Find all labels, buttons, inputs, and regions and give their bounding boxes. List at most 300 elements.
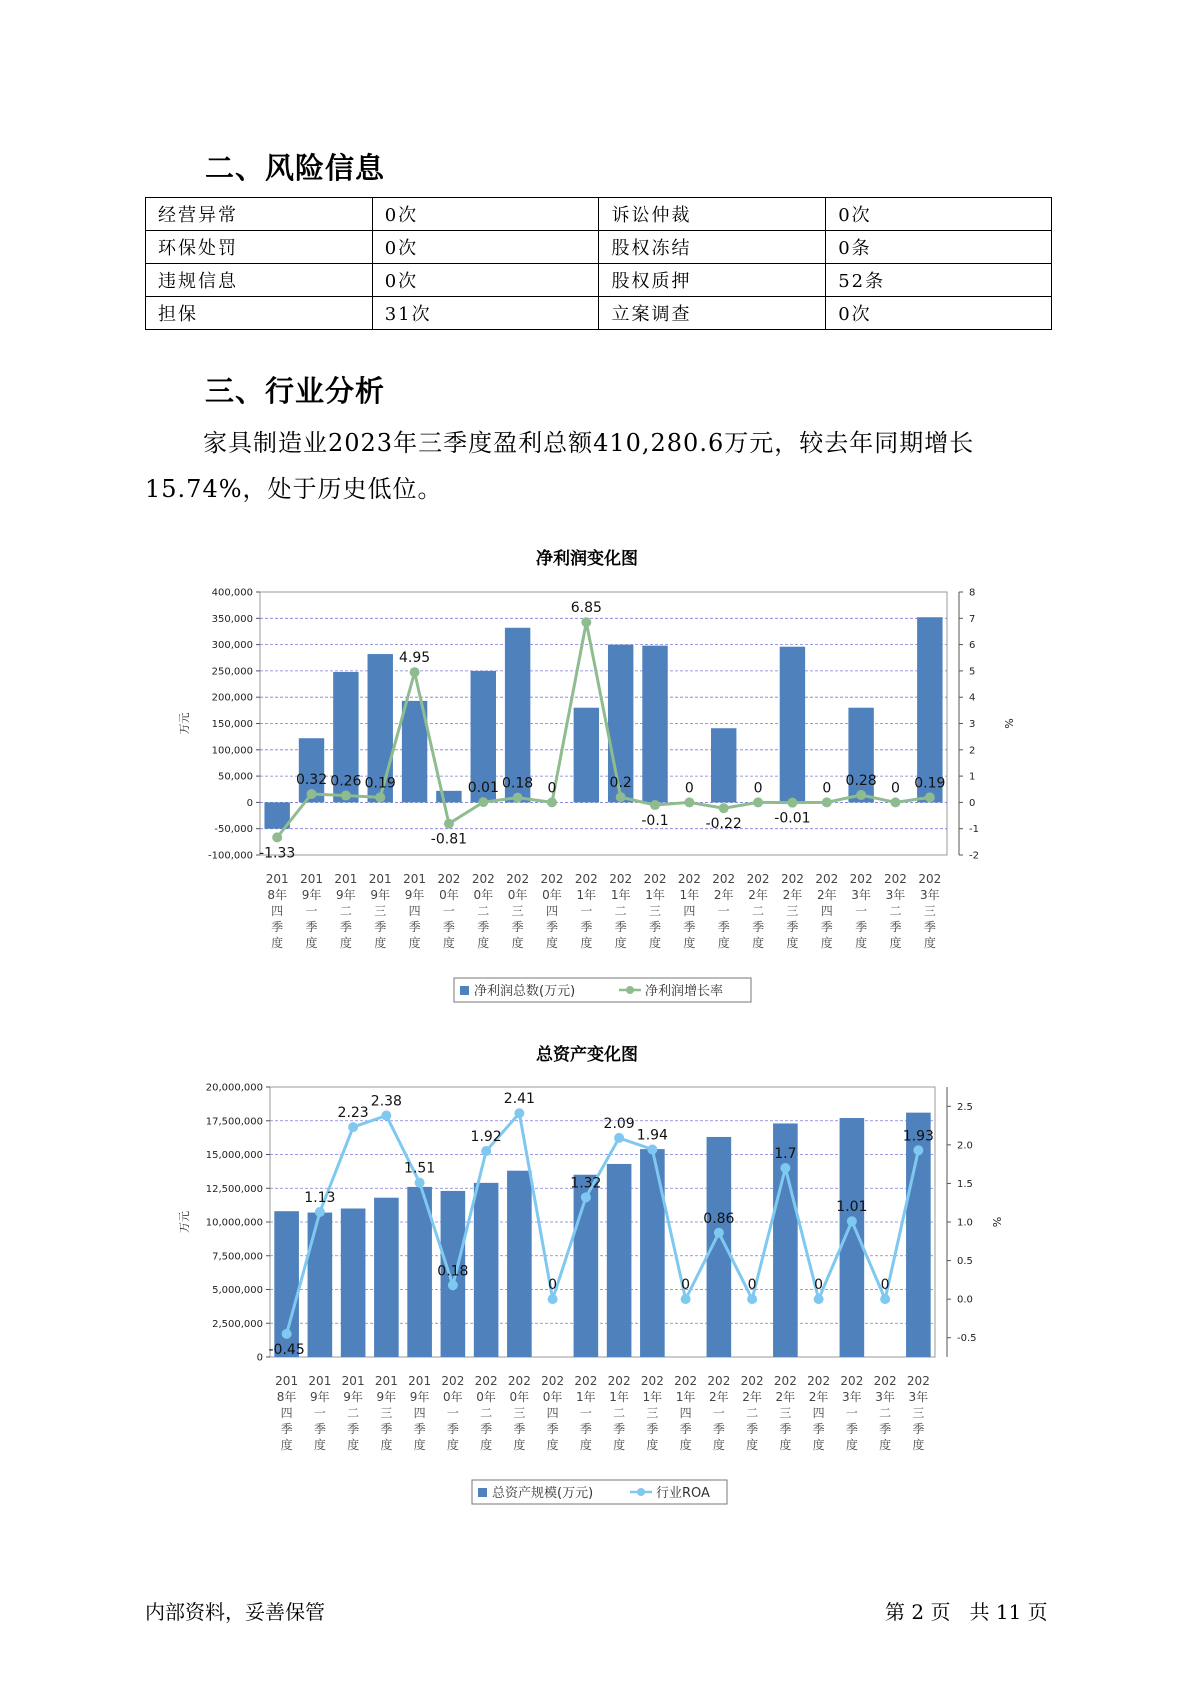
x-tick-label: 3年 xyxy=(920,888,940,902)
risk-value-cell: 52条 xyxy=(826,264,1052,297)
x-tick-label: 202 xyxy=(906,1374,930,1388)
section-heading-industry: 三、行业分析 xyxy=(205,374,386,408)
x-tick-label: 度 xyxy=(580,936,593,950)
x-tick-label: 202 xyxy=(707,1374,731,1388)
x-tick-label: 度 xyxy=(752,936,765,950)
x-tick-label: 2年 xyxy=(816,888,837,902)
x-tick-label: 3年 xyxy=(908,1390,929,1404)
x-tick-label: 0年 xyxy=(509,1390,530,1404)
x-tick-label: 季 xyxy=(779,1422,792,1436)
risk-info-table xyxy=(145,197,1052,330)
x-tick-label: 度 xyxy=(855,936,868,950)
data-label: 0 xyxy=(548,1277,558,1294)
y2-axis-title: % xyxy=(990,1216,1003,1228)
y-tick-label: 200,000 xyxy=(211,692,253,704)
line-point xyxy=(547,797,557,807)
data-label: 2.09 xyxy=(603,1115,635,1132)
risk-label-cell: 股权质押 xyxy=(599,264,826,297)
risk-value-cell: 0次 xyxy=(372,264,599,297)
x-tick-label: 8年 xyxy=(267,888,287,902)
data-label: 1.7 xyxy=(774,1146,797,1162)
x-tick-label: 度 xyxy=(305,936,318,950)
x-tick-label: 9年 xyxy=(376,1390,397,1404)
x-tick-label: 202 xyxy=(677,872,701,886)
x-tick-label: 度 xyxy=(380,1438,393,1452)
x-tick-label: 202 xyxy=(640,1374,664,1388)
line-point xyxy=(548,1294,558,1304)
x-tick-label: 0年 xyxy=(439,888,459,902)
x-tick-label: 一 xyxy=(305,904,318,918)
x-tick-label: 0年 xyxy=(542,888,562,902)
data-label: 6.85 xyxy=(570,600,602,617)
y-tick-label: 12,500,000 xyxy=(205,1183,263,1195)
x-tick-label: 度 xyxy=(649,936,662,950)
x-tick-label: 四 xyxy=(679,1406,692,1420)
x-tick-label: 季 xyxy=(545,920,558,934)
x-tick-label: 度 xyxy=(446,1438,459,1452)
x-tick-label: 度 xyxy=(546,1438,559,1452)
x-tick-label: 0年 xyxy=(476,1390,496,1404)
y2-tick-label: 0 xyxy=(969,797,976,809)
x-tick-label: 季 xyxy=(845,1422,858,1436)
x-tick-label: 季 xyxy=(717,920,730,934)
data-label: 0.2 xyxy=(609,775,632,792)
x-tick-label: 度 xyxy=(480,1438,493,1452)
data-label: 0 xyxy=(684,780,694,797)
y-tick-label: 2,500,000 xyxy=(212,1318,263,1330)
x-tick-label: 度 xyxy=(579,1438,592,1452)
risk-label-cell: 担保 xyxy=(146,297,373,330)
line-point xyxy=(856,790,866,800)
risk-table-row xyxy=(146,297,1052,330)
x-tick-label: 201 xyxy=(374,1374,398,1388)
x-tick-label: 二 xyxy=(477,904,490,918)
x-tick-label: 202 xyxy=(674,1374,698,1388)
data-label: 0.01 xyxy=(467,780,499,797)
x-tick-label: 季 xyxy=(347,1422,360,1436)
x-tick-label: 3年 xyxy=(851,888,871,902)
x-tick-label: 度 xyxy=(779,1438,792,1452)
x-tick-label: 0年 xyxy=(507,888,528,902)
line-point xyxy=(822,797,832,807)
y2-tick-label: 5 xyxy=(969,666,976,678)
x-tick-label: 202 xyxy=(471,872,495,886)
bar xyxy=(308,1213,333,1357)
x-tick-label: 三 xyxy=(513,1406,526,1420)
y-tick-label: 250,000 xyxy=(211,666,253,678)
risk-label-cell: 诉讼仲裁 xyxy=(599,198,826,231)
data-label: 0.86 xyxy=(703,1210,735,1227)
data-label: 2.41 xyxy=(503,1091,535,1108)
y-tick-label: 15,000,000 xyxy=(205,1150,263,1161)
x-tick-label: 8年 xyxy=(276,1390,297,1404)
y2-tick-label: 2.5 xyxy=(957,1101,973,1113)
data-label: 1.51 xyxy=(404,1160,436,1177)
x-tick-label: 二 xyxy=(613,1406,626,1420)
line-point xyxy=(272,832,282,842)
x-tick-label: 度 xyxy=(879,1438,892,1452)
line-point xyxy=(514,1108,524,1118)
x-tick-label: 季 xyxy=(579,1422,592,1436)
data-label: 0.19 xyxy=(914,775,946,792)
x-tick-label: 202 xyxy=(506,872,530,886)
x-tick-label: 三 xyxy=(912,1406,925,1420)
bar xyxy=(436,791,461,803)
x-tick-label: 季 xyxy=(408,920,421,934)
x-tick-label: 一 xyxy=(580,904,593,918)
x-tick-label: 四 xyxy=(413,1406,426,1420)
y-tick-label: 7,500,000 xyxy=(212,1251,263,1263)
chart-title-total-assets: 总资产变化图 xyxy=(536,1045,638,1065)
y-tick-label: 17,500,000 xyxy=(205,1116,263,1128)
x-tick-label: 季 xyxy=(580,920,593,934)
data-label: 1.94 xyxy=(636,1127,668,1144)
line-point xyxy=(925,792,935,802)
bar xyxy=(574,708,599,803)
x-tick-label: 3年 xyxy=(842,1390,862,1404)
x-tick-label: 四 xyxy=(408,904,421,918)
x-tick-label: 二 xyxy=(752,904,765,918)
y2-tick-label: 2 xyxy=(969,745,976,757)
x-tick-label: 202 xyxy=(574,872,598,886)
net-profit-chart xyxy=(160,575,1020,999)
data-label: 2.23 xyxy=(337,1105,369,1122)
line-point xyxy=(315,1207,325,1217)
x-tick-label: 201 xyxy=(368,872,392,886)
x-tick-label: 度 xyxy=(413,1438,426,1452)
industry-paragraph xyxy=(145,420,1050,512)
x-tick-label: 四 xyxy=(546,1406,559,1420)
data-label: 0.18 xyxy=(502,775,534,792)
x-tick-label: 季 xyxy=(446,1422,459,1436)
x-tick-label: 四 xyxy=(820,904,833,918)
x-tick-label: 度 xyxy=(889,936,902,950)
x-tick-label: 1年 xyxy=(645,888,665,902)
y-axis-title: 万元 xyxy=(178,1211,191,1233)
x-tick-label: 度 xyxy=(746,1438,759,1452)
line-point xyxy=(348,1122,358,1132)
x-tick-label: 三 xyxy=(380,1406,393,1420)
y-tick-label: -100,000 xyxy=(208,850,253,862)
line-point xyxy=(814,1294,824,1304)
x-tick-label: 202 xyxy=(574,1374,598,1388)
line-point xyxy=(880,1294,890,1304)
data-label: 0 xyxy=(891,780,900,797)
plot-area xyxy=(260,592,947,855)
x-tick-label: 1年 xyxy=(679,888,700,902)
x-tick-label: 202 xyxy=(807,1374,831,1388)
bar xyxy=(640,1149,665,1357)
bar xyxy=(711,728,736,802)
x-tick-label: 度 xyxy=(339,936,352,950)
x-tick-label: 季 xyxy=(380,1422,393,1436)
x-tick-label: 季 xyxy=(646,1422,659,1436)
x-tick-label: 2年 xyxy=(808,1390,829,1404)
line-point xyxy=(581,1192,591,1202)
x-tick-label: 季 xyxy=(879,1422,892,1436)
x-tick-label: 1年 xyxy=(609,1390,629,1404)
x-tick-label: 季 xyxy=(442,920,455,934)
data-label: 0.28 xyxy=(845,773,877,790)
x-tick-label: 三 xyxy=(646,1406,659,1420)
x-tick-label: 1年 xyxy=(576,888,597,902)
y2-tick-label: 6 xyxy=(969,640,976,652)
legend-bar-label: 总资产规模(万元) xyxy=(492,1486,594,1501)
risk-label-cell: 立案调查 xyxy=(599,297,826,330)
x-tick-label: 一 xyxy=(845,1406,858,1420)
x-tick-label: 季 xyxy=(374,920,387,934)
x-tick-label: 201 xyxy=(300,872,323,886)
x-tick-label: 201 xyxy=(403,872,427,886)
risk-table-row xyxy=(146,264,1052,297)
x-tick-label: 9年 xyxy=(409,1390,430,1404)
x-tick-label: 202 xyxy=(773,1374,797,1388)
x-tick-label: 季 xyxy=(712,1422,725,1436)
bar xyxy=(780,647,805,803)
x-tick-label: 季 xyxy=(746,1422,759,1436)
x-tick-label: 季 xyxy=(889,920,902,934)
x-tick-label: 一 xyxy=(313,1406,326,1420)
line-point xyxy=(747,1294,757,1304)
x-tick-label: 度 xyxy=(280,1438,293,1452)
legend-line-marker xyxy=(637,1488,645,1496)
footer-confidential: 内部资料，妥善保管 xyxy=(145,1600,325,1624)
x-tick-label: 三 xyxy=(649,904,662,918)
line-point xyxy=(714,1228,724,1238)
data-label: 0 xyxy=(753,780,763,797)
data-label: 0 xyxy=(880,1277,890,1294)
data-label: -0.81 xyxy=(430,831,468,848)
line-point xyxy=(410,667,420,677)
x-tick-label: 季 xyxy=(546,1422,559,1436)
data-label: 2.38 xyxy=(370,1093,402,1110)
x-tick-label: 9年 xyxy=(301,888,322,902)
data-label: 1.93 xyxy=(902,1128,934,1145)
x-tick-label: 9年 xyxy=(404,888,425,902)
x-tick-label: 度 xyxy=(545,936,558,950)
x-tick-label: 2年 xyxy=(775,1390,796,1404)
legend-line-marker xyxy=(626,986,634,994)
data-label: 0.18 xyxy=(437,1263,469,1280)
x-tick-label: 三 xyxy=(779,1406,792,1420)
x-tick-label: 季 xyxy=(339,920,352,934)
y2-tick-label: -2 xyxy=(969,850,979,862)
x-tick-label: 202 xyxy=(541,1374,565,1388)
y2-tick-label: -1 xyxy=(969,824,979,836)
x-tick-label: 度 xyxy=(717,936,730,950)
x-tick-label: 202 xyxy=(884,872,907,886)
y-tick-label: -50,000 xyxy=(214,824,253,836)
x-tick-label: 201 xyxy=(265,872,289,886)
y-tick-label: 350,000 xyxy=(211,613,253,625)
bar xyxy=(607,1164,632,1357)
x-tick-label: 度 xyxy=(679,1438,692,1452)
line-point xyxy=(341,791,351,801)
x-tick-label: 201 xyxy=(275,1374,299,1388)
x-tick-label: 度 xyxy=(408,936,421,950)
line-point xyxy=(616,792,626,802)
x-tick-label: 2年 xyxy=(742,1390,762,1404)
x-tick-label: 202 xyxy=(740,1374,764,1388)
x-tick-label: 季 xyxy=(752,920,765,934)
risk-value-cell: 0条 xyxy=(826,231,1052,264)
x-tick-label: 202 xyxy=(474,1374,498,1388)
y2-tick-label: 1.0 xyxy=(957,1217,973,1229)
x-tick-label: 2年 xyxy=(709,1390,729,1404)
x-tick-label: 季 xyxy=(477,920,490,934)
line-point xyxy=(780,1163,790,1173)
x-tick-label: 202 xyxy=(840,1374,864,1388)
bar xyxy=(474,1183,499,1357)
x-tick-label: 季 xyxy=(613,1422,626,1436)
paragraph-line-2: 15.74%，处于历史低位。 xyxy=(145,475,443,503)
data-label: 1.01 xyxy=(836,1199,868,1216)
y-tick-label: 10,000,000 xyxy=(205,1217,263,1229)
x-tick-label: 季 xyxy=(649,920,662,934)
x-tick-label: 四 xyxy=(545,904,558,918)
line-point xyxy=(381,1111,391,1121)
x-tick-label: 四 xyxy=(280,1406,293,1420)
y-tick-label: 20,000,000 xyxy=(205,1082,263,1094)
bar xyxy=(507,1171,532,1357)
risk-value-cell: 31次 xyxy=(372,297,599,330)
data-label: 1.13 xyxy=(304,1189,336,1206)
x-tick-label: 季 xyxy=(820,920,833,934)
x-tick-label: 202 xyxy=(918,872,942,886)
risk-label-cell: 经营异常 xyxy=(146,198,373,231)
x-tick-label: 二 xyxy=(879,1406,892,1420)
x-tick-label: 度 xyxy=(271,936,284,950)
y2-axis-title: % xyxy=(1002,718,1015,729)
line-point xyxy=(614,1133,624,1143)
x-tick-label: 季 xyxy=(413,1422,426,1436)
line-point xyxy=(513,793,523,803)
x-tick-label: 季 xyxy=(683,920,696,934)
x-tick-label: 202 xyxy=(643,872,667,886)
x-tick-label: 一 xyxy=(446,1406,459,1420)
x-tick-label: 度 xyxy=(845,1438,858,1452)
x-tick-label: 季 xyxy=(912,1422,925,1436)
x-tick-label: 度 xyxy=(511,936,524,950)
x-tick-label: 3年 xyxy=(885,888,906,902)
x-tick-label: 2年 xyxy=(713,888,734,902)
y2-tick-label: 1 xyxy=(969,771,976,783)
x-tick-label: 季 xyxy=(786,920,799,934)
x-tick-label: 二 xyxy=(889,904,902,918)
x-tick-label: 度 xyxy=(646,1438,659,1452)
risk-label-cell: 违规信息 xyxy=(146,264,373,297)
x-tick-label: 202 xyxy=(507,1374,531,1388)
x-tick-label: 201 xyxy=(308,1374,332,1388)
x-tick-label: 1年 xyxy=(576,1390,596,1404)
y-tick-label: 300,000 xyxy=(211,640,253,652)
line-point xyxy=(478,797,488,807)
line-point xyxy=(787,798,797,808)
x-tick-label: 0年 xyxy=(443,1390,463,1404)
y-tick-label: 5,000,000 xyxy=(212,1285,263,1296)
x-tick-label: 度 xyxy=(820,936,833,950)
x-tick-label: 9年 xyxy=(336,888,356,902)
line-point xyxy=(581,617,591,627)
x-tick-label: 201 xyxy=(408,1374,432,1388)
y-tick-label: 0 xyxy=(246,797,253,809)
x-tick-label: 202 xyxy=(849,872,873,886)
x-tick-label: 1年 xyxy=(610,888,631,902)
x-tick-label: 度 xyxy=(614,936,627,950)
x-tick-label: 1年 xyxy=(675,1390,696,1404)
x-tick-label: 度 xyxy=(812,1438,825,1452)
y2-tick-label: 3 xyxy=(969,719,976,730)
y-tick-label: 0 xyxy=(256,1352,263,1364)
x-tick-label: 度 xyxy=(477,936,490,950)
x-tick-label: 四 xyxy=(683,904,696,918)
line-point xyxy=(282,1329,292,1339)
risk-label-cell: 环保处罚 xyxy=(146,231,373,264)
x-tick-label: 季 xyxy=(513,1422,526,1436)
x-tick-label: 度 xyxy=(513,1438,526,1452)
x-tick-label: 0年 xyxy=(473,888,494,902)
risk-value-cell: 0次 xyxy=(826,297,1052,330)
data-label: -0.45 xyxy=(268,1341,305,1358)
x-tick-label: 度 xyxy=(712,1438,725,1452)
data-label: -1.33 xyxy=(259,845,296,862)
x-tick-label: 一 xyxy=(579,1406,592,1420)
x-tick-label: 一 xyxy=(717,904,730,918)
x-tick-label: 二 xyxy=(347,1406,360,1420)
x-tick-label: 202 xyxy=(815,872,839,886)
x-tick-label: 202 xyxy=(607,1374,631,1388)
x-tick-label: 季 xyxy=(511,920,524,934)
x-tick-label: 二 xyxy=(614,904,627,918)
x-tick-label: 三 xyxy=(374,904,387,918)
line-point xyxy=(481,1146,491,1156)
x-tick-label: 度 xyxy=(347,1438,360,1452)
x-tick-label: 202 xyxy=(609,872,633,886)
data-label: -0.01 xyxy=(774,810,811,827)
line-point xyxy=(307,789,317,799)
risk-label-cell: 股权冻结 xyxy=(599,231,826,264)
data-label: 0.19 xyxy=(364,775,396,792)
x-tick-label: 202 xyxy=(746,872,770,886)
x-tick-label: 二 xyxy=(746,1406,759,1420)
data-label: -0.22 xyxy=(705,816,742,833)
data-label: 1.92 xyxy=(470,1129,502,1146)
line-point xyxy=(448,1280,458,1290)
x-tick-label: 度 xyxy=(683,936,696,950)
bar xyxy=(341,1209,366,1358)
legend-line-label: 净利润增长率 xyxy=(645,984,724,999)
x-tick-label: 9年 xyxy=(310,1390,330,1404)
x-tick-label: 一 xyxy=(442,904,455,918)
risk-value-cell: 0次 xyxy=(372,231,599,264)
legend-line-label: 行业ROA xyxy=(656,1486,710,1501)
line-point xyxy=(753,797,763,807)
x-tick-label: 度 xyxy=(313,1438,326,1452)
bar xyxy=(374,1198,399,1357)
x-tick-label: 四 xyxy=(271,904,284,918)
y-axis-title: 万元 xyxy=(178,712,191,735)
risk-value-cell: 0次 xyxy=(372,198,599,231)
x-tick-label: 度 xyxy=(923,936,936,950)
legend-bar-label: 净利润总数(万元) xyxy=(474,984,576,999)
x-tick-label: 四 xyxy=(812,1406,825,1420)
chart-title-net-profit: 净利润变化图 xyxy=(536,549,638,569)
x-tick-label: 度 xyxy=(613,1438,626,1452)
y-tick-label: 400,000 xyxy=(211,587,253,599)
x-tick-label: 0年 xyxy=(542,1390,563,1404)
x-tick-label: 季 xyxy=(679,1422,692,1436)
x-tick-label: 202 xyxy=(780,872,804,886)
